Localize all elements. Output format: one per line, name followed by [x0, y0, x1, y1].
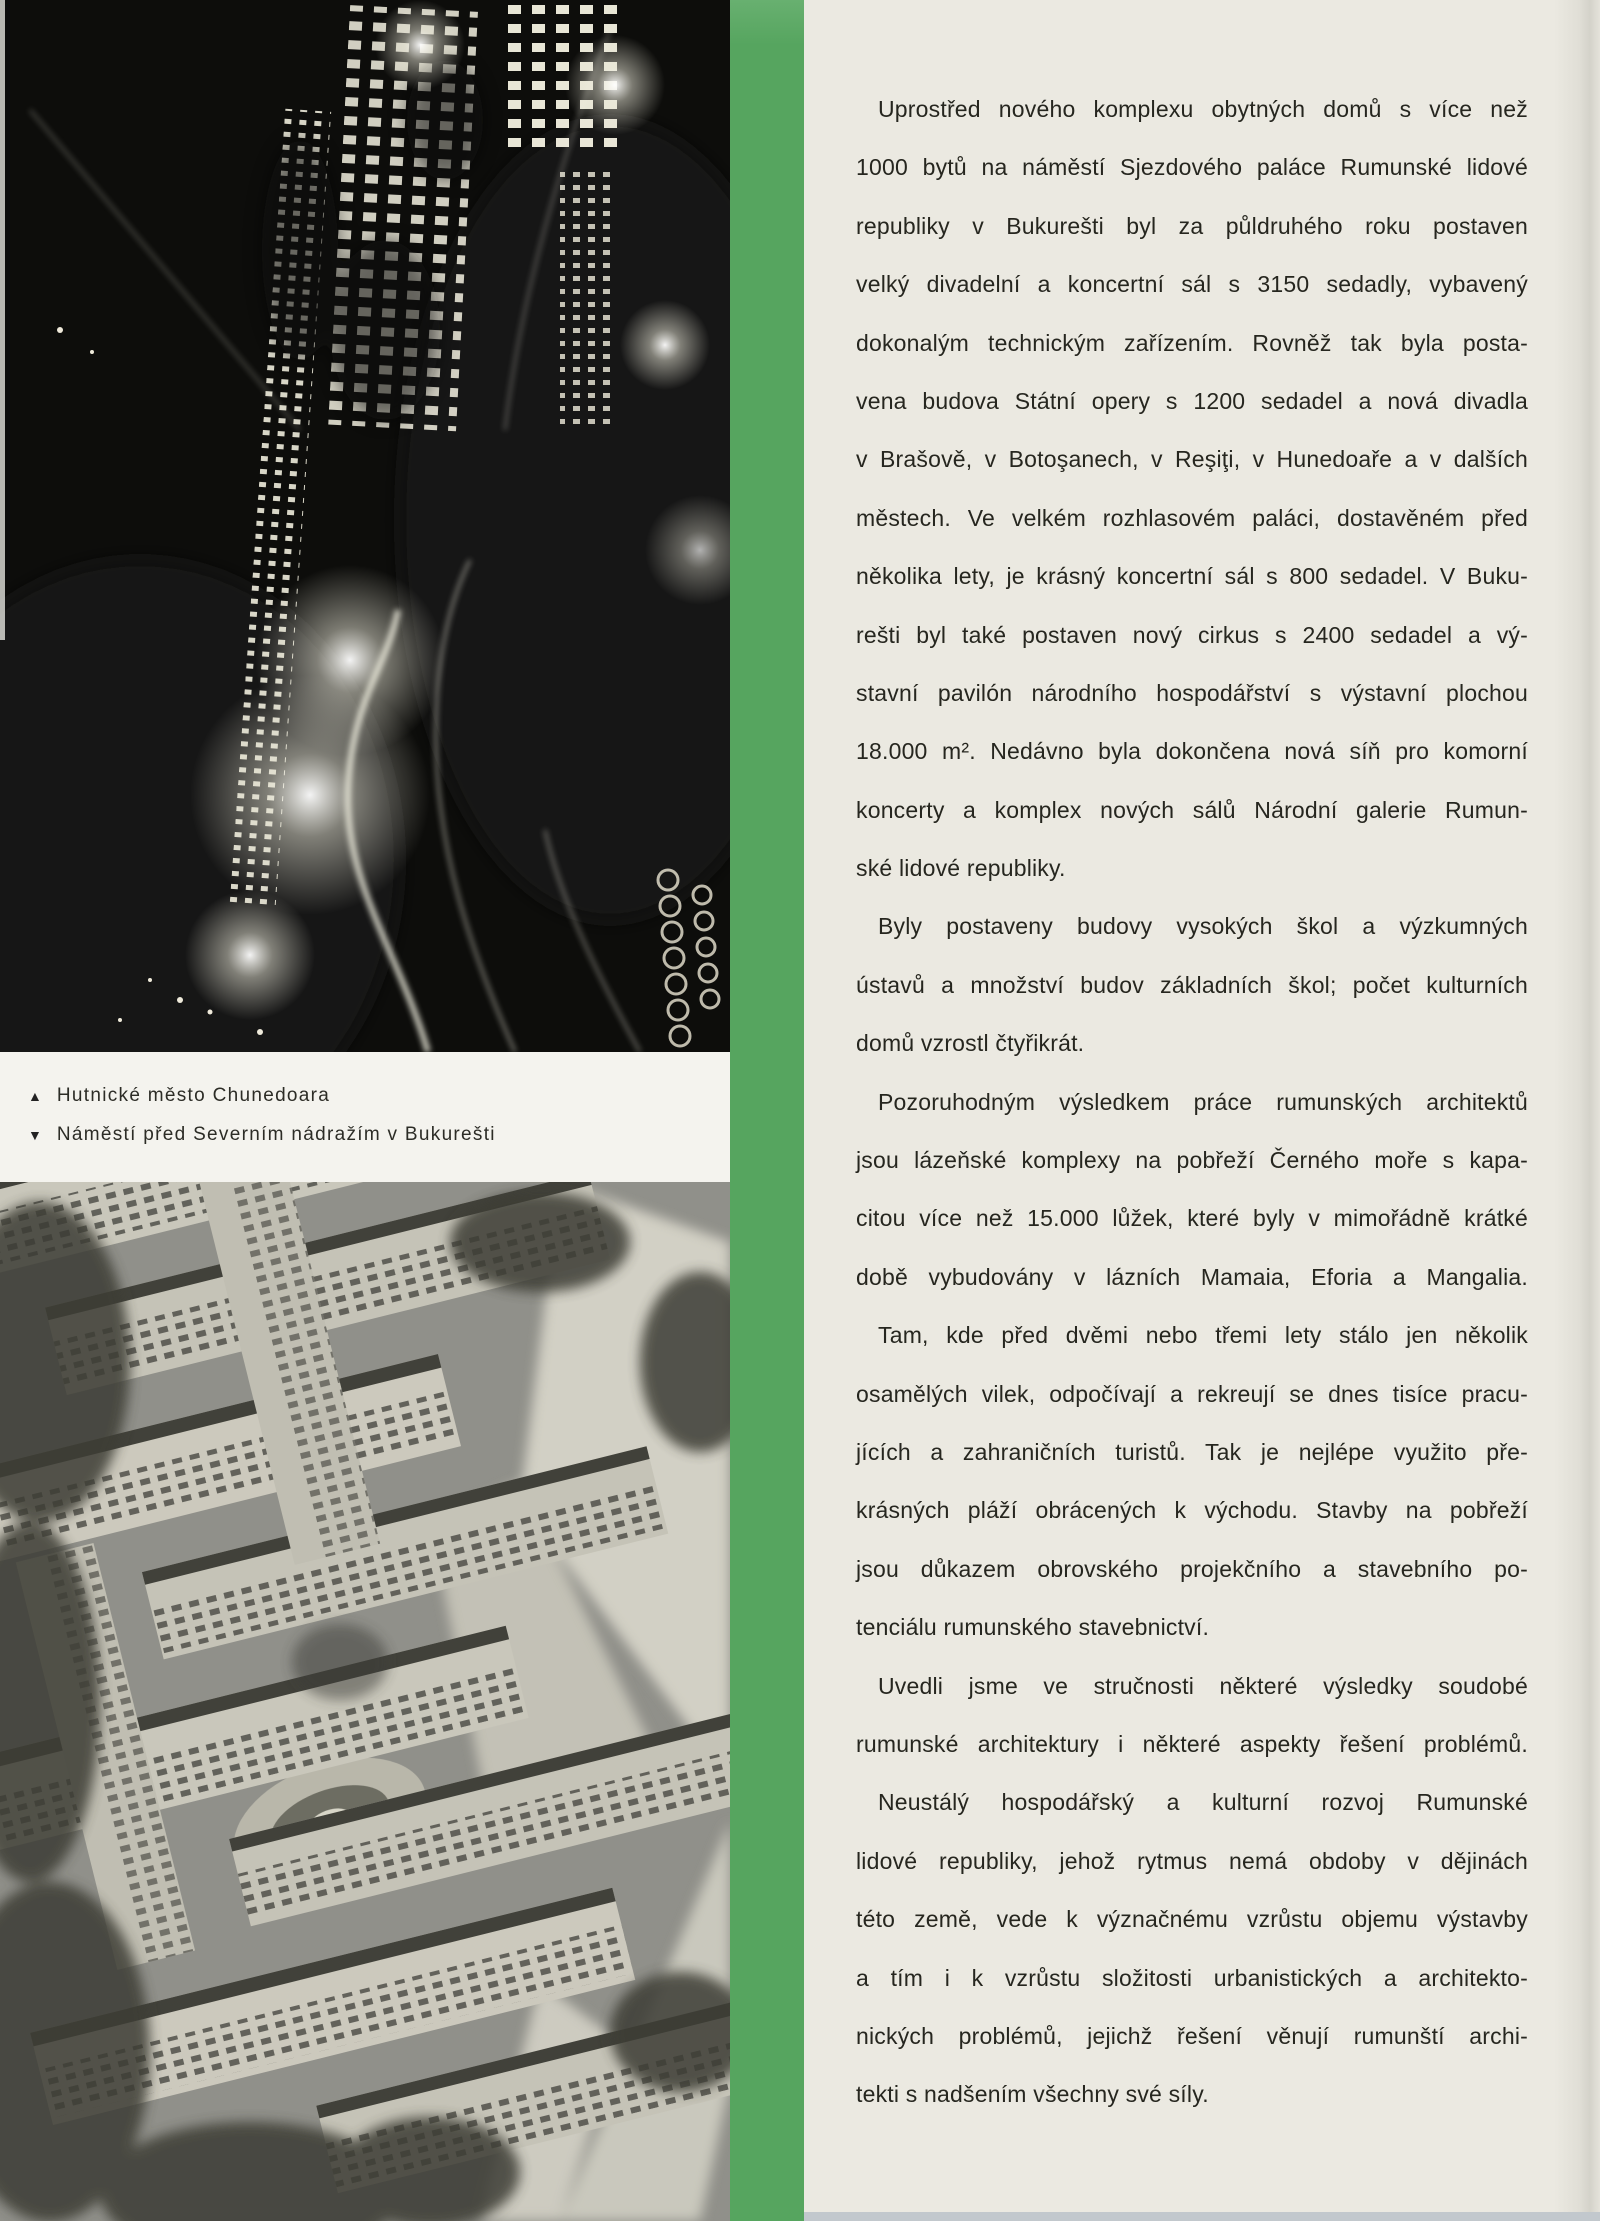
text-line: krásných pláží obrácených k východu. Stavby na pobřeží	[856, 1497, 1528, 1524]
text-line: stavní pavilón národního hospodářství s výstavní plochou	[856, 679, 1528, 706]
night-cityscape-illustration	[0, 0, 730, 1052]
night-cityscape-photo	[0, 0, 730, 1052]
text-line: městech. Ve velkém rozhlasovém paláci, dostavěném před	[856, 504, 1528, 531]
text-line: lidové republiky, jehož rytmus nemá obdoby v dějinách	[856, 1847, 1528, 1874]
scan-edge-band	[804, 2212, 1600, 2221]
text-line: koncerty a komplex nových sálů Národní galerie Rumun-	[856, 796, 1528, 823]
text-line: 18.000 m². Nedávno byla dokončena nová síň pro komorní	[856, 738, 1528, 765]
text-line: několika lety, je krásný koncertní sál s 800 sedadel. V Buku-	[856, 563, 1528, 590]
text-line: osamělých vilek, odpočívají a rekreují se dnes tisíce pracu-	[856, 1380, 1528, 1407]
text-line: v Brašově, v Botoşanech, v Reşiţi, v Hunedoaře a v dalších	[856, 446, 1528, 473]
text-line: Tam, kde před dvěmi nebo třemi lety stálo jen několik	[878, 1322, 1528, 1349]
text-line: tenciálu rumunského stavebnictví.	[856, 1614, 1210, 1641]
caption-text: Hutnické město Chunedoara	[56, 1085, 331, 1106]
text-line: citou více než 15.000 lůžek, které byly v mimořádně krátké	[856, 1205, 1528, 1232]
text-line: Byly postaveny budovy vysokých škol a výzkumných	[878, 913, 1528, 940]
text-line: domů vzrostl čtyřikrát.	[856, 1030, 1085, 1057]
text-line: jsou lázeňské komplexy na pobřeží Černého moře s kapa-	[856, 1147, 1528, 1174]
text-line: ské lidové republiky.	[856, 855, 1066, 882]
text-line: velký divadelní a koncertní sál s 3150 sedadly, vybavený	[856, 271, 1528, 298]
text-line: republiky v Bukurešti byl za půldruhého roku postaven	[856, 212, 1528, 239]
triangle-up-icon: ▲	[28, 1088, 42, 1104]
text-line: tekti s nadšením všechny své síly.	[856, 2081, 1209, 2108]
text-line: ústavů a množství budov základních škol; počet kulturních	[856, 971, 1528, 998]
text-line: a tím i k vzrůstu složitosti urbanistických a architekto-	[856, 1964, 1528, 1991]
caption-text: Náměstí před Severním nádražím v Bukurešti	[56, 1124, 496, 1145]
text-line: jsou důkazem obrovského projekčního a stavebního po-	[856, 1555, 1528, 1582]
text-line: nických problémů, jejichž řešení věnují rumunští archi-	[856, 2022, 1528, 2049]
text-line: rumunské architektury i některé aspekty řešení problémů.	[856, 1730, 1528, 1757]
text-line: Pozoruhodným výsledkem práce rumunských architektů	[878, 1088, 1528, 1115]
scan-page-edge	[0, 0, 5, 640]
page-edge-shadow	[1554, 0, 1600, 2221]
caption-top-photo	[28, 1085, 330, 1107]
text-line: vena budova Státní opery s 1200 sedadel a nová divadla	[856, 387, 1528, 414]
text-line: rešti byl také postaven nový cirkus s 2400 sedadel a vý-	[856, 621, 1528, 648]
text-line: době vybudovány v lázních Mamaia, Eforia a Mangalia.	[856, 1263, 1528, 1290]
caption-bottom-photo	[28, 1124, 496, 1146]
text-line: Neustálý hospodářský a kulturní rozvoj Rumunské	[878, 1789, 1528, 1816]
text-line: 1000 bytů na náměstí Sjezdového paláce Rumunské lidové	[856, 154, 1528, 181]
text-line: Uvedli jsme ve stručnosti některé výsledky soudobé	[878, 1672, 1528, 1699]
triangle-down-icon: ▼	[28, 1127, 42, 1143]
text-line: Uprostřed nového komplexu obytných domů s více než	[878, 96, 1528, 122]
text-line: jících a zahraničních turistů. Tak je nejlépe využito pře-	[856, 1438, 1528, 1465]
aerial-city-photo	[0, 1182, 730, 2221]
text-line: této země, vede k význačnému vzrůstu objemu výstavby	[856, 1906, 1528, 1933]
aerial-city-illustration	[0, 1182, 730, 2221]
text-line: dokonalým technickým zařízením. Rovněž tak byla posta-	[856, 329, 1528, 356]
green-stripe	[730, 0, 804, 2221]
article-text	[856, 80, 1528, 2124]
photo-captions	[0, 1052, 730, 1182]
